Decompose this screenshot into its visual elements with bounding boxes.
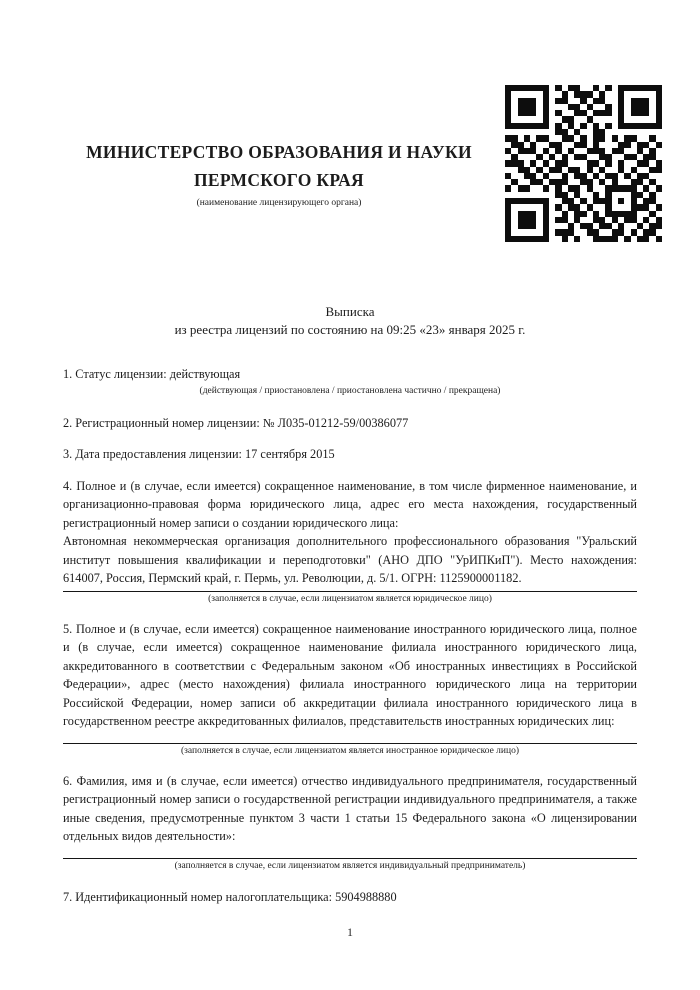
individual-entrepreneur-label: 6. Фамилия, имя и (в случае, если имеется) отчество индивидуального предпринимателя, государственный регистрационный номер записи о государственной регистрации индивидуального предпринимателя, а также иные сведения, предусмотренные пунктом 3 части 1 статьи 15 Федерального закона «О лицензировании отдельных видов деятельности»:: [63, 773, 637, 843]
page-number: 1: [347, 925, 353, 939]
document-title: [63, 303, 637, 339]
ministry-name-line1: МИНИСТЕРСТВО ОБРАЗОВАНИЯ И НАУКИ: [86, 142, 472, 162]
qr-code: [505, 85, 662, 242]
foreign-entity-label: 5. Полное и (в случае, если имеется) сокращенное наименование иностранного юридического лица, полное и (в случае, если имеется) сокращенное наименование филиала иностранного юридического лица, аккредитованного в соответствии с Федеральным законом «Об иностранных инвестициях в Российской Федерации», адрес (место нахождения) филиала иностранного юридического лица на территории Российской Федерации, номер записи об аккредитации филиала иностранного юридического лица в государственном реестре аккредитованных филиалов, представительств иностранных юридических лиц:: [63, 621, 637, 728]
foreign-entity-underline: [63, 743, 637, 744]
taxpayer-number-text: 7. Идентификационный номер налогоплательщика: 5904988880: [63, 889, 397, 904]
licensing-authority-block: [63, 138, 495, 210]
license-status-options-caption: (действующая / приостановлена / приостановлена частично / прекращена): [199, 385, 501, 396]
item-taxpayer-number: [63, 888, 637, 907]
item-registration-number: [63, 414, 637, 433]
ministry-name-line2: ПЕРМСКОГО КРАЯ: [194, 170, 364, 190]
individual-entrepreneur-caption: (заполняется в случае, если лицензиатом является индивидуальный предприниматель): [174, 860, 526, 871]
license-status-text: 1. Статус лицензии: действующая: [63, 367, 241, 381]
legal-entity-label: 4. Полное и (в случае, если имеется) сокращенное наименование, в том числе фирменное наименование, и организационно-правовая форма юридического лица, адрес его места нахождения, государственный регистрационный номер записи о создании юридического лица:: [63, 478, 637, 530]
legal-entity-value: Автономная некоммерческая организация дополнительного профессионального образования "Уральский институт повышения квалификации и переподготовки" (АНО ДПО "УрИПКиП"). Место нахождения: 614007, Россия, Пермский край, г. Пермь, ул. Революции, д. 5/1. ОГРН: 1125900001182.: [63, 534, 637, 585]
license-date-text: 3. Дата предоставления лицензии: 17 сентября 2015: [63, 447, 335, 461]
individual-entrepreneur-underline: [63, 858, 637, 859]
item-foreign-entity: [63, 620, 637, 758]
item-license-date: [63, 445, 637, 464]
legal-entity-underline: [63, 591, 637, 592]
document-title-line1: Выписка: [325, 304, 375, 319]
legal-entity-caption: (заполняется в случае, если лицензиатом является юридическое лицо): [208, 593, 492, 604]
item-license-status: [63, 365, 637, 398]
item-legal-entity: [63, 477, 637, 606]
item-individual-entrepreneur: [63, 772, 637, 873]
registration-number-text: 2. Регистрационный номер лицензии: № Л035-01212-59/00386077: [63, 415, 409, 430]
foreign-entity-caption: (заполняется в случае, если лицензиатом является иностранное юридическое лицо): [181, 745, 519, 756]
document-title-line2: из реестра лицензий по состоянию на 09:25 «23» января 2025 г.: [174, 322, 526, 337]
ministry-caption: (наименование лицензирующего органа): [196, 198, 362, 208]
